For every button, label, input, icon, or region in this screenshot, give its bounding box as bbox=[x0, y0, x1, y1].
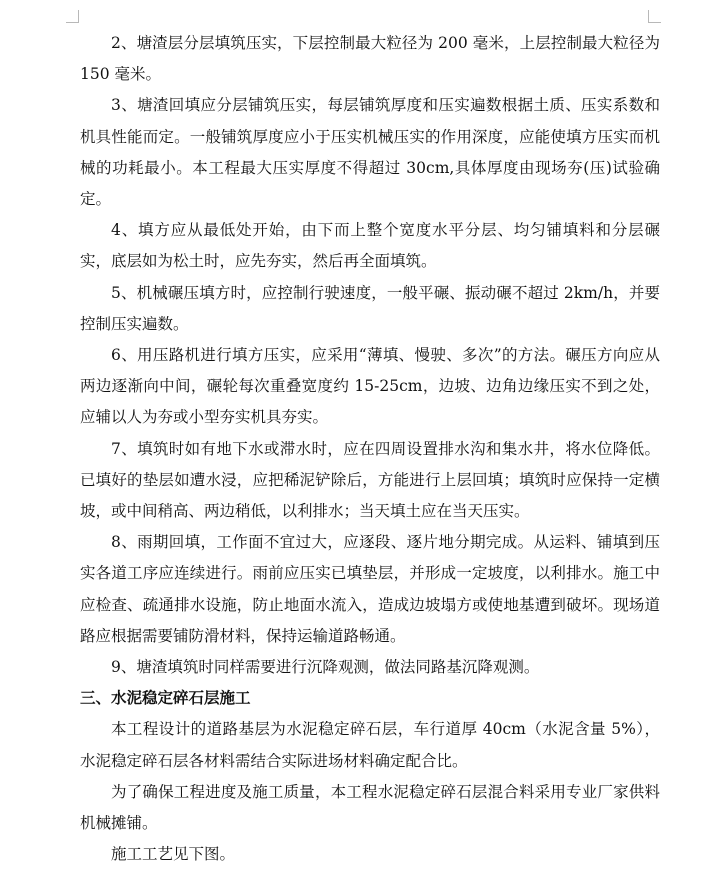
section-paragraph-process-figure: 施工工艺见下图。 bbox=[111, 845, 236, 864]
document-body bbox=[80, 28, 660, 870]
section-paragraph-base-layer: 本工程设计的道路基层为水泥稳定碎石层，车行道厚 40cm（水泥含量 5%），水泥稳定碎石层各材料需结合实际进场材料确定配合比。 bbox=[80, 720, 660, 770]
paragraph-item-7: 7、填筑时如有地下水或滞水时，应在四周设置排水沟和集水井，将水位降低。已填好的垫层如遭水浸，应把稀泥铲除后，方能进行上层回填；填筑时应保持一定横坡，或中间稍高、两边稍低，以利排水；当天填土应在当天压实。 bbox=[80, 439, 660, 521]
top-right-margin-mark bbox=[648, 10, 661, 23]
paragraph-item-2: 2、塘渣层分层填筑压实，下层控制最大粒径为 200 毫米，上层控制最大粒径为 150 毫米。 bbox=[80, 34, 660, 84]
paragraph-item-5: 5、机械碾压填方时，应控制行驶速度，一般平碾、振动碾不超过 2km/h，并要控制压实遍数。 bbox=[80, 283, 660, 333]
paragraph-item-6: 6、用压路机进行填方压实，应采用“薄填、慢驶、多次”的方法。碾压方向应从两边逐渐向中间，碾轮每次重叠宽度约 15-25cm，边坡、边角边缘压实不到之处，应辅以人为夯或小型夯实机具夯实。 bbox=[80, 346, 660, 427]
paragraph-item-4: 4、填方应从最低处开始，由下而上整个宽度水平分层、均匀铺填料和分层碾实，底层如为松土时，应先夯实，然后再全面填筑。 bbox=[80, 221, 660, 271]
paragraph-item-8: 8、雨期回填，工作面不宜过大，应逐段、逐片地分期完成。从运料、铺填到压实各道工序应连续进行。雨前应压实已填垫层，并形成一定坡度，以利排水。施工中应检查、疏通排水设施，防止地面水流入，造成边坡塌方或使地基遭到破坏。现场道路应根据需要铺防滑材料，保持运输道路畅通。 bbox=[80, 533, 660, 645]
section-heading: 三、水泥稳定碎石层施工 bbox=[80, 689, 251, 708]
section-paragraph-quality: 为了确保工程进度及施工质量，本工程水泥稳定碎石层混合料采用专业厂家供料机械摊铺。 bbox=[80, 782, 660, 833]
paragraph-item-3: 3、塘渣回填应分层铺筑压实，每层铺筑厚度和压实遍数根据土质、压实系数和机具性能而定。一般铺筑厚度应小于压实机械压实的作用深度，应能使填方压实而机械的功耗最小。本工程最大压实厚度不得超过 30cm,具体厚度由现场夯(压)试验确定。 bbox=[80, 96, 660, 209]
top-left-margin-mark bbox=[66, 10, 79, 23]
paragraph-item-9: 9、塘渣填筑时同样需要进行沉降观测，做法同路基沉降观测。 bbox=[111, 658, 540, 677]
